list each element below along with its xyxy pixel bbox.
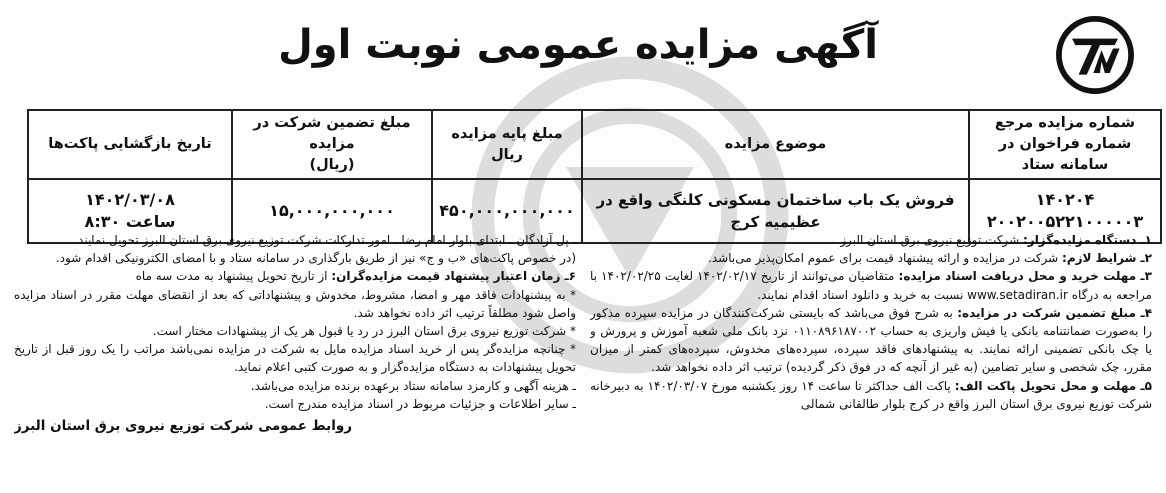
- clause-3-label: ۳ـ مهلت خرید و محل دریافت اسناد مزایده:: [898, 269, 1152, 284]
- header-guarantee-text: مبلغ تضمین شرکت در مزایده (ریال): [253, 115, 411, 173]
- clause-5-continued: ـ پل آزادگان ـ ابتدای بلوار امام رضا ـ امور تدارکات شرکت توزیع نیروی برق استان البرز تحویل نمایند.: [74, 233, 576, 247]
- company-logo-icon: [1054, 14, 1136, 96]
- bullet-fees: ـ هزینه آگهی و کارمزد سامانه ستاد برعهده برنده مزایده می‌باشد.: [250, 378, 576, 393]
- clause-2-label: ۲ـ شرایط لازم:: [1062, 251, 1152, 266]
- clause-5-note: (در خصوص پاکت‌های «ب و ج» نیز از طریق بارگذاری در سامانه ستاد و با امضای الکترونیکی اقدام شود.: [55, 251, 576, 266]
- table-header-row: [28, 110, 1161, 179]
- clause-3-text: متقاضیان می‌توانند از تاریخ ۱۴۰۲/۰۲/۱۷ لغایت ۱۴۰۲/۰۲/۲۵ با مراجعه به درگاه www.setadiran.ir نسبت به خرید و دانلود اسناد اقدام نمایند.: [590, 269, 1152, 302]
- ref-number: ۱۴۰۲۰۴: [1035, 190, 1095, 209]
- bullet-withdrawal: * چنانچه مزایده‌گر پس از خرید اسناد مزایده مایل به شرکت در مزایده نمی‌باشد مراتب را یک روز قبل از تاریخ تحویل پیشنهادات به دستگاه مزایده‌گزار و به صورت کتبی اعلام نماید.: [14, 342, 576, 375]
- bullet-more-info: ـ سایر اطلاعات و جزئیات مربوط در اسناد مزایده مندرج است.: [264, 396, 576, 411]
- clause-5: [590, 377, 1152, 413]
- setad-number: ۲۰۰۲۰۰۵۲۲۱۰۰۰۰۰۳: [986, 212, 1144, 231]
- cell-guarantee: ۱۵,۰۰۰,۰۰۰,۰۰۰: [232, 179, 432, 243]
- clause-1: [590, 231, 1152, 249]
- clause-6: [14, 267, 576, 285]
- clause-4: [590, 304, 1152, 377]
- open-time: ساعت ۸:۳۰: [84, 212, 176, 231]
- header-base-price: [432, 110, 582, 179]
- header-subject-text: موضوع مزایده: [724, 136, 827, 152]
- header-ref-number-text: شماره مزایده مرجع شماره فراخوان در سامانه ستاد: [994, 115, 1136, 173]
- header-ref-number: [969, 110, 1161, 179]
- clause-2-text: شرکت در مزایده و ارائه پیشنهاد قیمت برای عموم امکان‌پذیر می‌باشد.: [708, 251, 1063, 266]
- page-title: آگهی مزایده عمومی نوبت اول: [278, 22, 878, 68]
- header-subject: [582, 110, 969, 179]
- clause-1-text: شرکت توزیع نیروی برق استان البرز: [840, 233, 1023, 247]
- bullet-right-to-reject: * شرکت توزیع نیروی برق استان البرز در رد یا قبول هر یک از پیشنهادات مختار است.: [152, 324, 576, 339]
- clause-1-label: ۱ـ دستگاه مزایده‌گزار:: [1022, 233, 1152, 247]
- clause-2: [590, 249, 1152, 267]
- auction-table: [27, 109, 1162, 244]
- clause-5-label: ۵ـ مهلت و محل تحویل پاکت الف:: [954, 378, 1152, 393]
- header-guarantee: [232, 110, 432, 179]
- clause-4-label: ۴ـ مبلغ تضمین شرکت در مزایده:: [957, 305, 1152, 320]
- clause-3: [590, 267, 1152, 303]
- cell-base-price: ۴۵۰,۰۰۰,۰۰۰,۰۰۰: [432, 179, 582, 243]
- cell-subject: فروش یک باب ساختمان مسکونی کلنگی واقع در عظیمیه کرج: [582, 179, 969, 243]
- header-base-price-text: مبلغ پایه مزایده ریال: [451, 125, 563, 163]
- clause-4-text: به شرح فوق می‌باشد که بایستی شرکت‌کنندگان در مزایده سپرده مذکور را به‌صورت ضمانتنامه بانکی یا فیش واریزی به حساب ۰۱۱۰۸۹۶۱۸۷۰۰۲ نزد بانک ملی شعبه آموزش و پرورش و یا چک بانکی تضمینی ارائه نمایند. به پیشنهادهای فاقد سپرده، سپرده‌های مخدوش، سپرده‌های کمتر از میزان مقرر، چک شخصی و سایر تضامین (به غیر از آنچه که در فوق ذکر گردیده) ترتیب اثر داده نخواهد شد.: [590, 305, 1152, 375]
- clause-6-label: ۶ـ زمان اعتبار پیشنهاد قیمت مزایده‌گران:: [331, 269, 576, 284]
- header-open-date-text: تاریخ بازگشایی پاکت‌ها: [48, 136, 212, 152]
- left-column: [14, 231, 576, 485]
- bullet-invalid-offers: * به پیشنهادات فاقد مهر و امضا، مشروط، مخدوش و پیشنهاداتی که بعد از انقضای مهلت مقرر در اسناد مزایده واصل شود مطلقاً ترتیب اثر داده نخواهد شد.: [14, 287, 576, 320]
- notice-body: [14, 231, 1152, 485]
- clause-5-text: پاکت الف حداکثر تا ساعت ۱۴ روز یکشنبه مورخ ۱۴۰۲/۰۳/۰۷ به دبیرخانه شرکت توزیع نیروی برق استان البرز واقع در کرج بلوار طالقانی شمالی: [590, 378, 1152, 411]
- public-relations-signature: روابط عمومی شرکت توزیع نیروی برق استان البرز: [14, 418, 353, 435]
- header-open-date: [28, 110, 232, 179]
- right-column: [590, 231, 1152, 485]
- clause-6-text: از تاریخ تحویل پیشنهاد به مدت سه ماه: [135, 269, 332, 284]
- open-date: ۱۴۰۲/۰۳/۰۸: [85, 190, 175, 209]
